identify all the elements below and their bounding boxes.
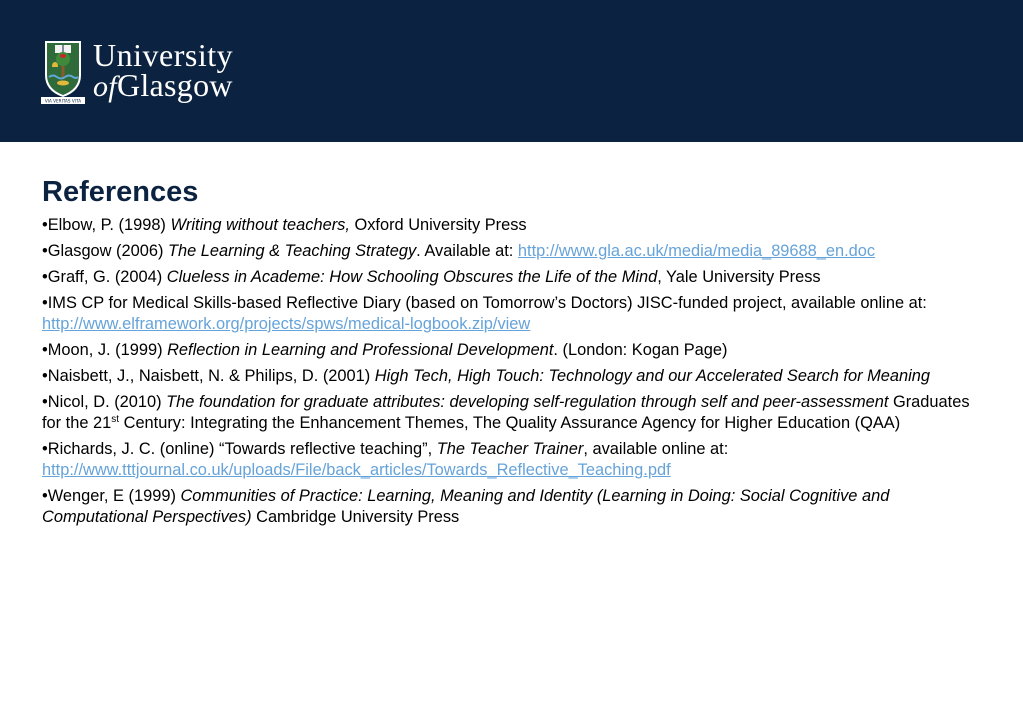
crest-icon (41, 37, 85, 105)
wordmark (93, 37, 233, 102)
wordmark-glasgow (93, 69, 233, 102)
references-list (42, 215, 982, 528)
university-logo[interactable] (41, 37, 233, 107)
reference-link[interactable]: http://www.elframework.org/projects/spws/medical-logbook.zip/view (42, 315, 531, 333)
reference-item: •Graff, G. (2004) Clueless in Academe: How Schooling Obscures the Life of the Mind, Yale University Press (42, 268, 821, 286)
reference-item: •Richards, J. C. (online) “Towards reflective teaching”, The Teacher Trainer, available online at: http://www.tttjournal.co.uk/uploads/File/back_articles/Towards_Reflective_Teaching.pdf (42, 440, 729, 479)
slide-title: References (42, 176, 199, 208)
reference-item: •Naisbett, J., Naisbett, N. & Philips, D. (2001) High Tech, High Touch: Technology and our Accelerated Search for Meaning (42, 367, 930, 385)
header-bar (0, 0, 1023, 142)
slide-content (42, 173, 982, 533)
svg-text:VIA VERITAS VITA: VIA VERITAS VITA (44, 98, 82, 104)
reference-item: •IMS CP for Medical Skills-based Reflective Diary (based on Tomorrow’s Doctors) JISC-funded project, available online at: http://www.elframework.org/projects/spws/medical-logbook.zip/view (42, 294, 927, 333)
reference-item: •Moon, J. (1999) Reflection in Learning and Professional Development. (London: Kogan Page) (42, 341, 728, 359)
reference-item: •Glasgow (2006) The Learning & Teaching Strategy. Available at: http://www.gla.ac.uk/media/media_89688_en.doc (42, 242, 876, 260)
reference-item: •Wenger, E (1999) Communities of Practice: Learning, Meaning and Identity (Learning in Doing: Social Cognitive and Computational Perspectives) Cambridge University Press (42, 487, 890, 526)
reference-item: •Elbow, P. (1998) Writing without teachers, Oxford University Press (42, 216, 527, 234)
reference-link[interactable]: http://www.tttjournal.co.uk/uploads/File/back_articles/Towards_Reflective_Teaching.pdf (42, 461, 671, 479)
reference-link[interactable]: http://www.gla.ac.uk/media/media_89688_en.doc (517, 242, 876, 260)
wordmark-glasgow-name: Glasgow (116, 67, 233, 103)
wordmark-of: of (93, 70, 117, 103)
wordmark-university: University (93, 37, 234, 73)
reference-item: •Nicol, D. (2010) The foundation for graduate attributes: developing self-regulation through self and peer-assessment Graduates for the 21st Century: Integrating the Enhancement Themes, The Quality Assurance Agency for Higher Education (QAA) (42, 393, 970, 432)
